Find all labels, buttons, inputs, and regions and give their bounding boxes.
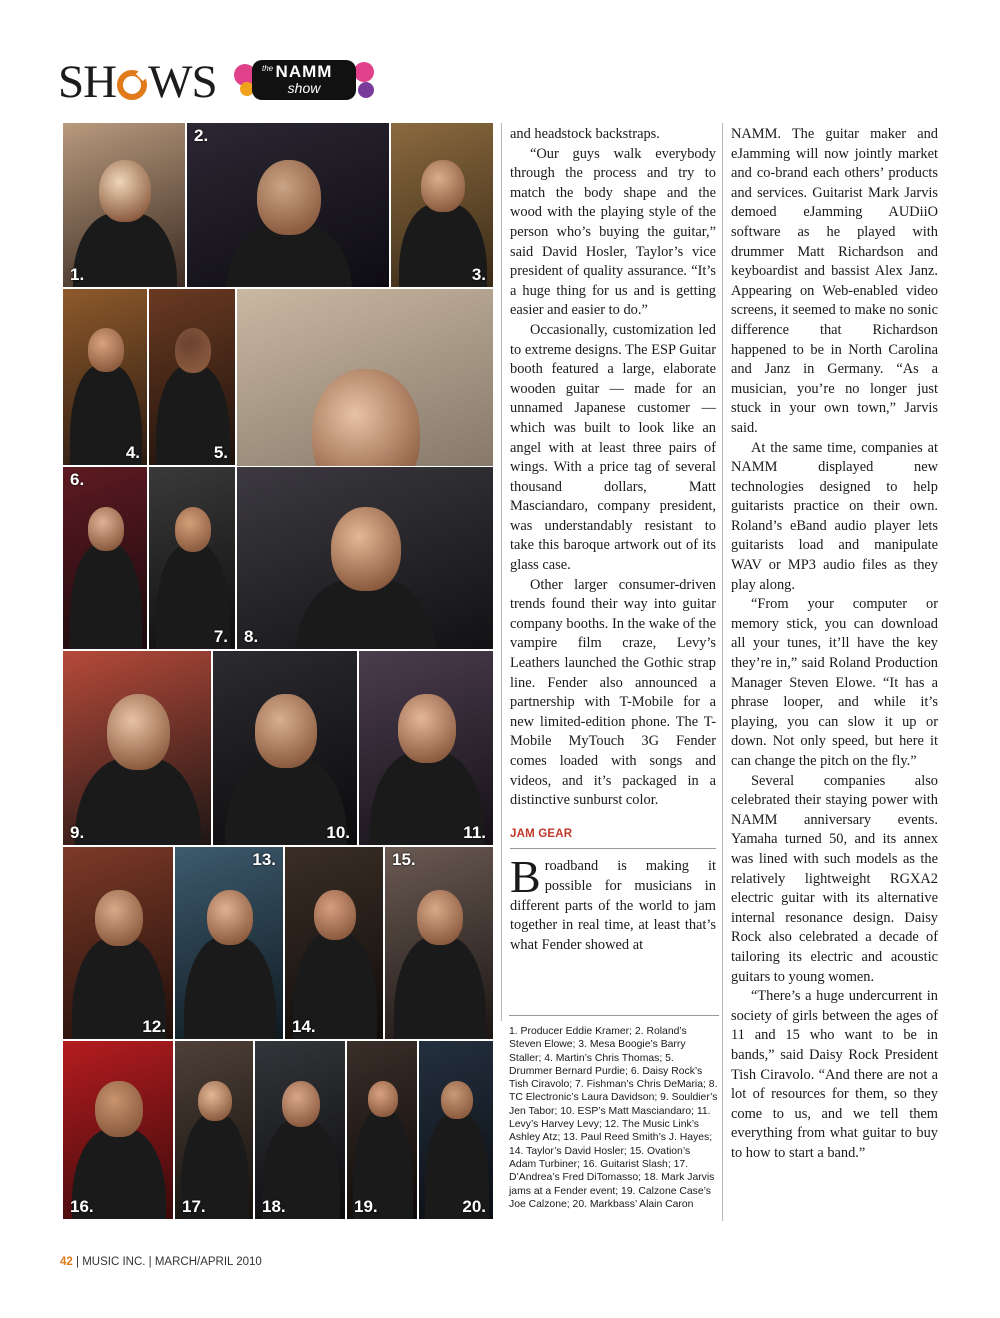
logo-show: show [287, 80, 321, 96]
photo-number-label: 1. [70, 265, 85, 284]
person-body [394, 937, 486, 1040]
photo-number-label: 17. [182, 1197, 206, 1216]
photo-tile [358, 650, 494, 846]
photo-tile [418, 1040, 494, 1220]
person-head [95, 890, 142, 946]
photo-number-label: 11. [463, 823, 486, 842]
article-paragraph: and headstock backstraps. [510, 126, 660, 142]
issue-date: MARCH/APRIL 2010 [154, 1256, 262, 1268]
photo-captions: 1. Producer Eddie Kramer; 2. Roland’s Steven Elowe; 3. Mesa Boogie’s Barry Staller; 4. Martin’s Chris Thomas; 5. Drummer Bernard Purdie; 6. Daisy Rock’s Tish Ciravolo; 7. Fishman’s Chris DeMaria; 8. TC Electronic’s Laura Davidson; 9. Souldier’s Jen Tabor; 10. ESP’s Matt Masciandaro; 11. Levy’s Harvey Levy; 12. The Music Link’s Ashley Atz; 13. Paul Reed Smith’s J. Hayes; 14. Taylor’s David Hosler; 15. Ovation’s Adam Turbiner; 16. Guitarist Slash; 17. D’Andrea’s Fred DiTomasso; 18. Mark Jarvis jams at a Fender event; 19. Calzone Case’s Joe Calzone; 20. Markbass’ Alain Caron [509, 1015, 719, 1211]
photo-number-label: 19. [354, 1197, 378, 1216]
photo-number-label: 3. [471, 265, 486, 284]
article-paragraph: Other larger consumer-driven trends found their way into guitar company booths. In the wake of the vampire film craze, Levy’s Leathers launched the Gothic strap line. Fender also announced a partnership with T-Mobile for a new limited-edition phone. The T-Mobile MyTouch 3G Fender comes loaded with songs and videos, and it’s packaged in a distinctive sunburst color. [510, 576, 716, 809]
logo-the: the [262, 64, 274, 73]
photo-tile [174, 846, 284, 1040]
person-head [88, 328, 124, 371]
photo-tile [62, 122, 186, 288]
photo-number-label: 9. [70, 823, 85, 842]
photo-tile [62, 846, 174, 1040]
photo-tile [62, 650, 212, 846]
photo-tile [384, 846, 494, 1040]
article-paragraph: “From your computer or memory stick, you can download all your tunes, it’ll have the key they’re in,” said Roland Production Manager Steven Elowe. “It has a phrase looper, and while it’s playing, you can slow it up or down. Not only speed, but here it can change the pitch on the fly.” [731, 596, 938, 769]
person-head [417, 890, 463, 945]
photo-number-label: 2. [194, 126, 209, 145]
person-head [99, 160, 151, 222]
article-paragraph: At the same time, companies at NAMM displayed new technologies designed to help guitarists practice on their own. Roland’s eBand audio player lets guitarists load and manipulate WAV or MP3 audio files as they play along. [731, 439, 938, 593]
title-o-arrow-icon [117, 70, 147, 100]
article-paragraph: Occasionally, customization led to extreme designs. The ESP Guitar booth featured a large, elaborate wooden guitar — made for an unnamed Japanese customer — which was built to look like an angel with at least three pairs of wings. With a price tag of several thousand dollars, Matt Masciandaro, company president, was understandably resistant to take this baroque artwork out of its glass case. [510, 321, 716, 574]
photo-tile [236, 466, 494, 650]
person-body [75, 758, 201, 846]
photo-number-label: 8. [244, 627, 259, 646]
person-head [331, 507, 401, 591]
photo-number-label: 13. [252, 850, 276, 869]
photo-tile [254, 1040, 346, 1220]
person-head [107, 694, 170, 770]
person-head [88, 507, 124, 550]
namm-show-logo [234, 58, 376, 102]
article-paragraph: “Our guys walk everybody through the process and try to match the body shape and the wood with the playing style of the person who’s buying the guitar,” said David Hosler, Taylor’s vice president of quality assurance. “It’s a huge thing for us and is getting easier and easier to do.” [510, 145, 716, 319]
person-body [184, 937, 276, 1040]
column-divider [722, 123, 723, 1221]
person-head [257, 160, 320, 236]
logo-namm: NAMM [275, 62, 333, 81]
drop-cap: B [510, 851, 541, 903]
person-head [95, 1081, 142, 1137]
photo-tile [284, 846, 384, 1040]
photo-number-label: 12. [142, 1017, 166, 1036]
person-head [207, 890, 253, 945]
photo-tile [148, 466, 236, 650]
photo-number-label: 6. [70, 470, 85, 489]
section-header [58, 50, 398, 110]
section-title [58, 54, 217, 110]
photo-number-label: 4. [125, 443, 140, 462]
person-head [282, 1081, 321, 1127]
photo-number-label: 10. [326, 823, 350, 842]
photo-number-label: 14. [292, 1017, 316, 1036]
column-divider [501, 123, 502, 1021]
photo-tile [212, 650, 358, 846]
photo-number-label: 18. [262, 1197, 286, 1216]
person-body [73, 213, 177, 288]
logo-swirl-icon [358, 82, 374, 98]
article-column-2 [731, 125, 938, 1163]
person-head [175, 507, 212, 551]
person-head [398, 694, 455, 763]
photo-tile [186, 122, 390, 288]
photo-tile [390, 122, 494, 288]
photo-number-label: 15. [392, 850, 416, 869]
section-title-start: SH [58, 56, 117, 108]
photo-number-label: 7. [213, 627, 228, 646]
magazine-name: MUSIC INC. [82, 1256, 146, 1268]
section-title-end: WS [148, 56, 217, 108]
photo-tile [174, 1040, 254, 1220]
namm-badge [252, 60, 356, 100]
footer-separator: | [145, 1256, 155, 1268]
photo-tile [62, 288, 148, 466]
article-paragraph: NAMM. The guitar maker and eJamming will now jointly market and co-brand each others’ products and services. Guitarist Mark Jarvis demoed eJamming AUDiiO software as he played with drummer Matt Richardson and keyboardist and bassist Alex Janz. Appearing on Web-enabled video screens, it seemed to make no sonic difference that Richardson happened to be in North Carolina and Janz in Germany. “As a musician, you’re no longer just stuck in your own town,” Jarvis said. [731, 126, 938, 436]
photo-tile [148, 288, 236, 466]
page-footer [60, 1256, 262, 1268]
subheading-jam-gear: JAM GEAR [510, 825, 716, 850]
photo-number-label: 5. [213, 443, 228, 462]
photo-number-label: 20. [462, 1197, 486, 1216]
photo-number-label: 16. [70, 1197, 94, 1216]
photo-tile [346, 1040, 418, 1220]
person-head [421, 160, 465, 212]
photo-tile [62, 466, 148, 650]
person-head [441, 1081, 473, 1119]
person-body [70, 544, 142, 650]
article-paragraph [510, 851, 716, 955]
drop-cap-paragraph-text: roadband is making it possible for musicians in different parts of the world to jam together in real time, at least that’s what Fender showed at [510, 858, 716, 953]
article-paragraph: Several companies also celebrated their staying power with NAMM anniversary events. Yamaha turned 50, and its annex was lined with such models as the relatively lightweight RGXA2 electric guitar with its alternative internal resonance design. Daisy Rock also celebrated a decade of tailoring its electric and acoustic guitars to young women. [731, 772, 938, 985]
person-head [255, 694, 316, 768]
photo-tile [62, 1040, 174, 1220]
person-head [198, 1081, 232, 1121]
person-head [368, 1081, 398, 1117]
article-paragraph: “There’s a huge undercurrent in society of girls between the ages of 11 and 15 who want to be in bands,” said Daisy Rock President Tish Ciravolo. “And there are not a lot of resources for them, so they come to us, and we tell them everything from what guitar to buy to how to start a band.” [731, 988, 938, 1161]
person-head [175, 328, 212, 372]
person-head [314, 890, 356, 940]
page-number: 42 [60, 1256, 73, 1268]
logo-swirl-icon [354, 62, 374, 82]
footer-separator: | [72, 1256, 83, 1268]
article-column-1 [510, 125, 716, 955]
